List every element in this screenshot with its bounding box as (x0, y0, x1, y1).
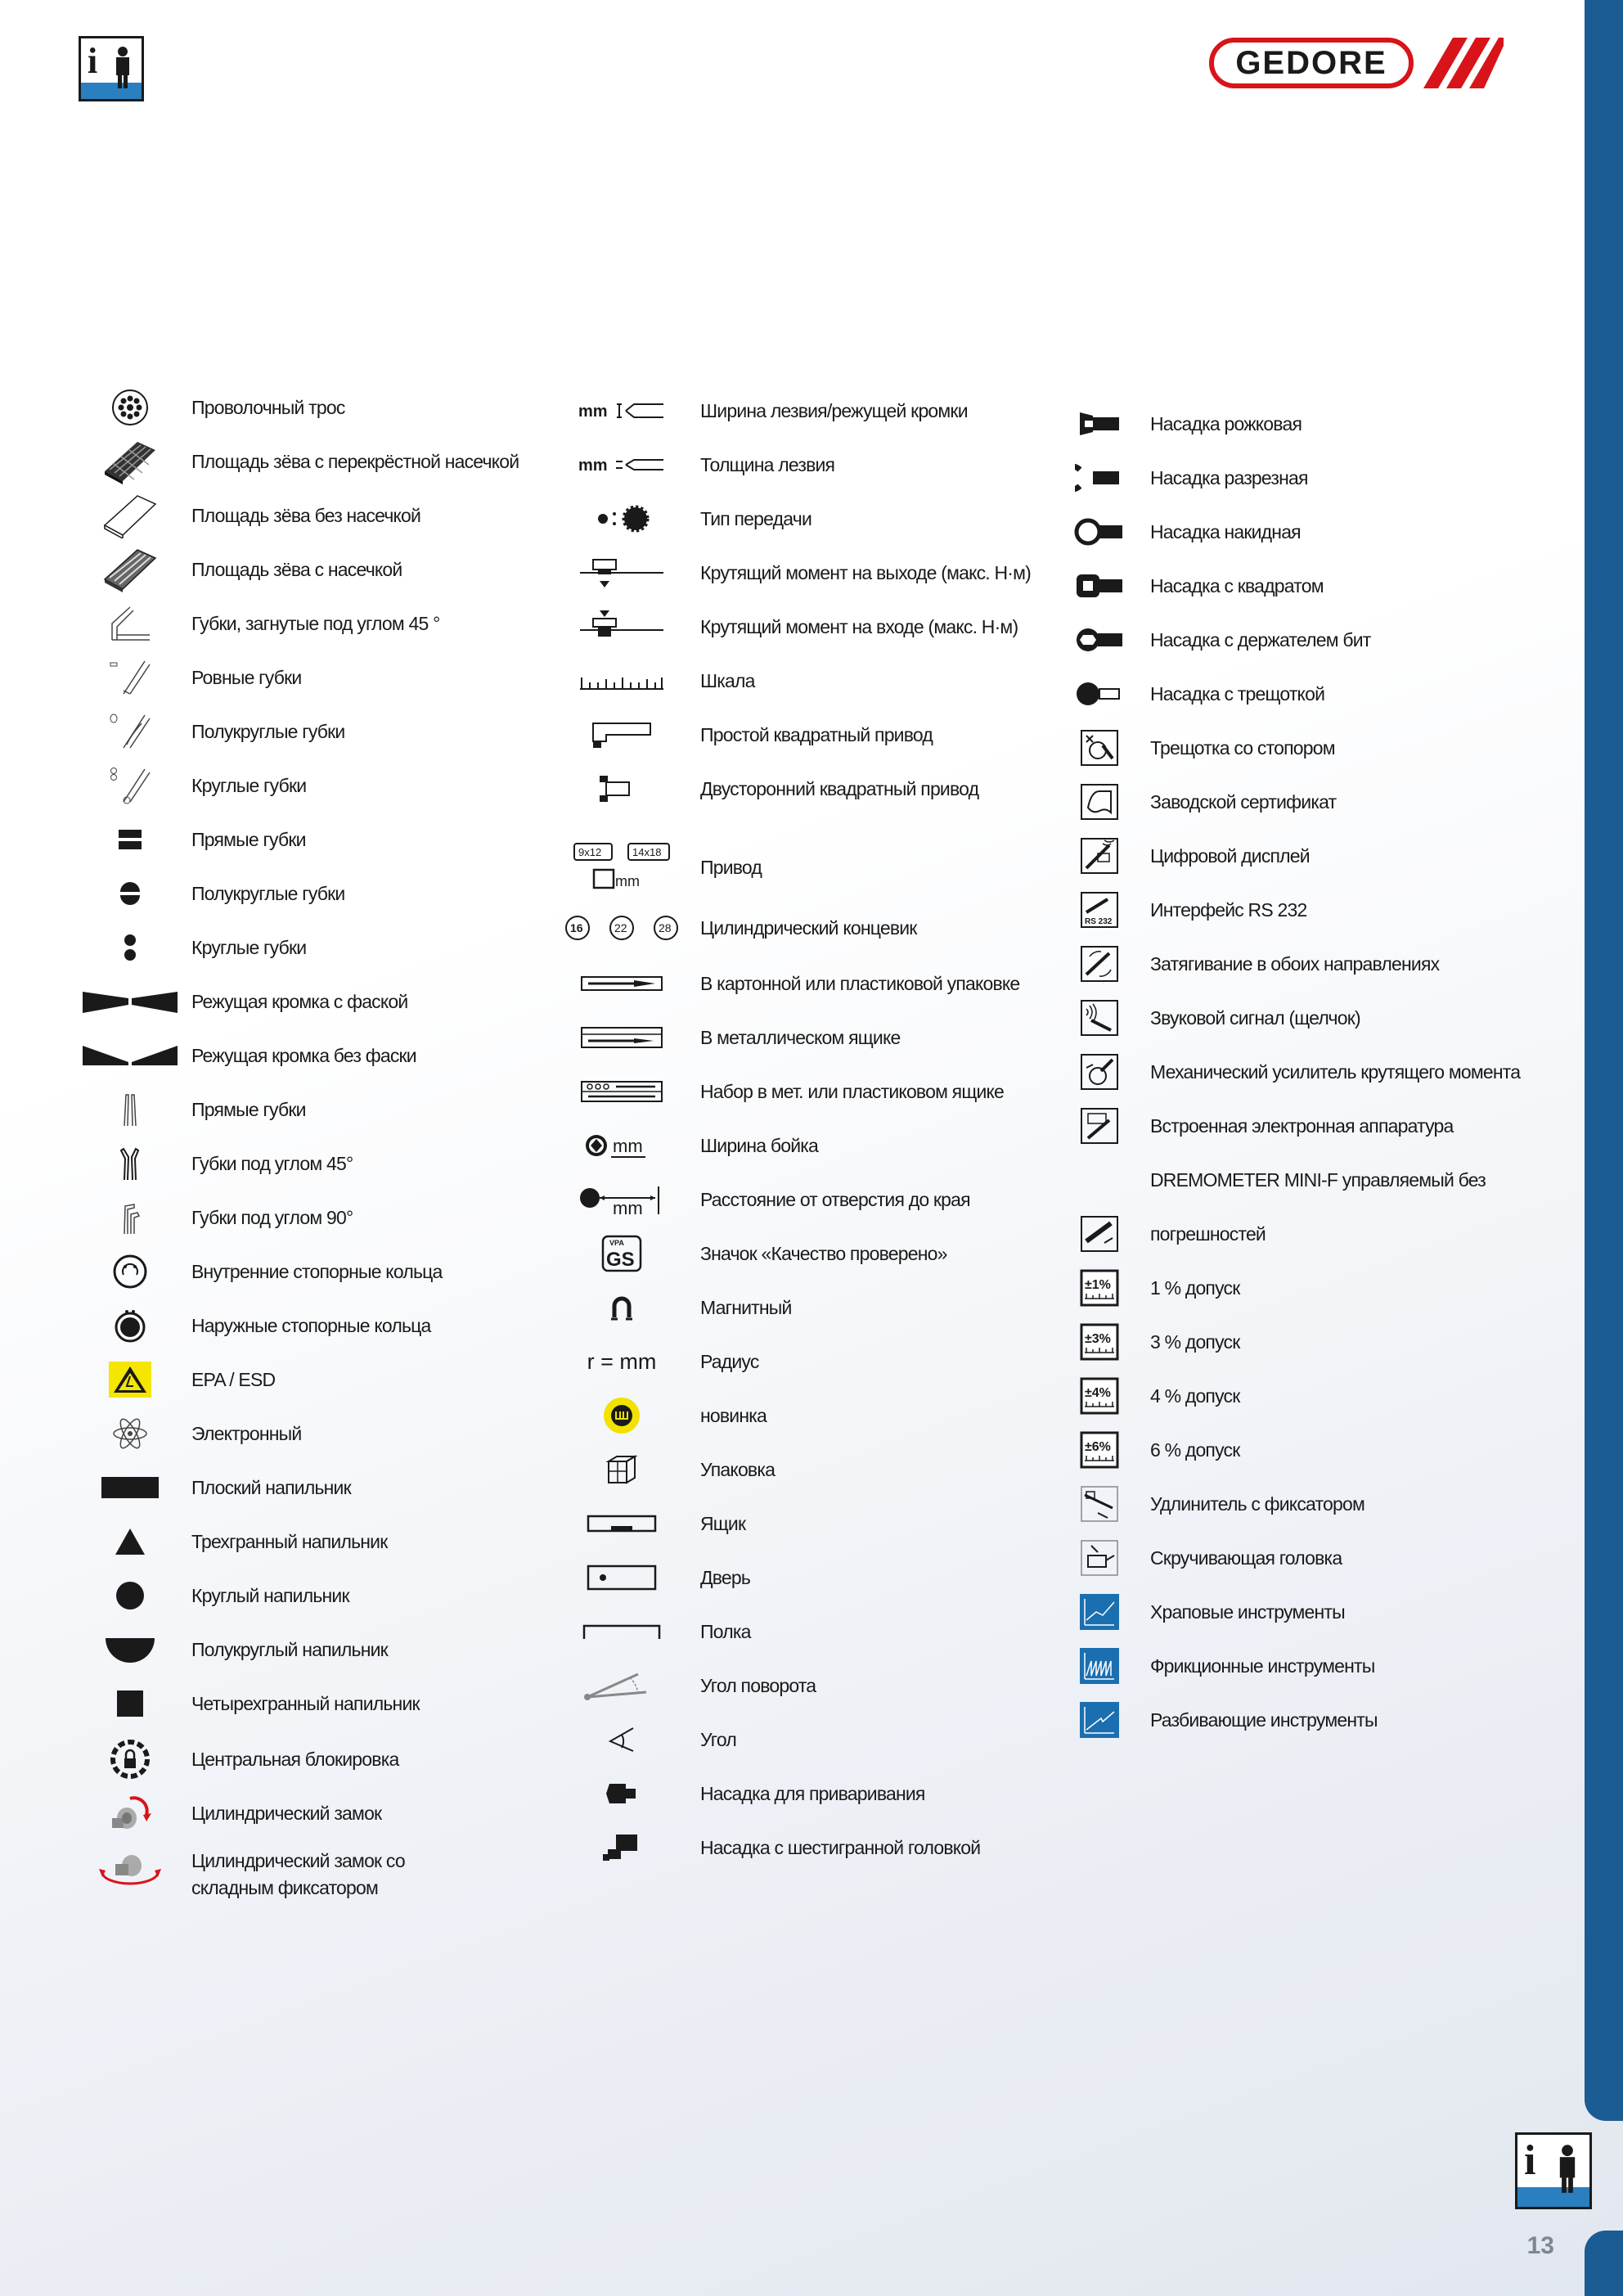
legend-item (564, 1450, 775, 1489)
legend-item (79, 1090, 306, 1129)
legend-item (564, 607, 1018, 646)
hex-head-insert-icon (564, 1828, 679, 1867)
legend-item (1070, 512, 1301, 551)
scale-icon (564, 661, 679, 700)
legend-item (1070, 890, 1306, 930)
legend-item (564, 1126, 818, 1165)
legend-label: Храповые инструменты (1150, 1600, 1345, 1623)
legend-item (79, 766, 306, 805)
legend-label: Интерфейс RS 232 (1150, 898, 1307, 921)
legend-item (564, 715, 933, 754)
legend-item (79, 1144, 353, 1183)
cylinder-lock-folding-icon (79, 1848, 182, 1887)
legend-item (79, 1252, 443, 1291)
drawer-icon (564, 1504, 679, 1543)
cross-knurled-jaw-icon (79, 442, 182, 481)
ratchet-tools-icon (1070, 1592, 1129, 1632)
dremometer-icon (1070, 1160, 1129, 1200)
legend-label: Магнитный (700, 1296, 792, 1318)
legend-item (79, 1198, 353, 1237)
flat-file-icon (79, 1468, 182, 1507)
legend-item (564, 1180, 970, 1219)
legend-label: 1 % допуск (1150, 1276, 1240, 1299)
legend-label: Угол (700, 1728, 736, 1750)
swivel-angle-icon (564, 1666, 679, 1705)
legend-item (564, 1720, 736, 1759)
svg-text:mm: mm (578, 457, 608, 475)
legend-label: DREMOMETER MINI-F управляемый без (1150, 1168, 1486, 1191)
cylindrical-spigot-icon (564, 908, 679, 948)
legend-label-continued: складным фиксатором (191, 1877, 379, 1898)
svg-text:GS: GS (606, 1249, 635, 1271)
weld-on-insert-icon (564, 1774, 679, 1813)
blade-thickness-icon (564, 445, 679, 484)
round-jaws-icon (79, 766, 182, 805)
right-edge-bar-bottom (1585, 2231, 1623, 2296)
round-file-icon (79, 1576, 182, 1615)
legend-label: Угол поворота (700, 1674, 816, 1696)
legend-item (564, 1504, 745, 1543)
drive-icon (564, 842, 679, 893)
half-round-jaws-icon (79, 712, 182, 751)
gs-mark-icon (564, 1234, 679, 1273)
legend-item (564, 1288, 792, 1327)
legend-label: Насадка с держателем бит (1150, 628, 1371, 651)
bit-holder-insert-icon (1070, 620, 1129, 660)
input-torque-icon (564, 607, 679, 646)
shelf-icon (564, 1612, 679, 1651)
blade-width-icon (564, 391, 679, 430)
legend-label: Трехгранный напильник (191, 1530, 388, 1552)
triangular-file-icon (79, 1522, 182, 1561)
legend-label: Привод (700, 856, 762, 878)
legend-item (79, 1848, 405, 1902)
legend-item (1070, 1592, 1345, 1632)
tolerance-1-icon (1070, 1268, 1129, 1308)
half-round-file-icon (79, 1630, 182, 1669)
legend-item (1070, 458, 1308, 497)
round-jaws-section-icon (79, 928, 182, 967)
dremometer-cont-icon (1070, 1214, 1129, 1254)
tips-45-icon (79, 1144, 182, 1183)
tolerance-6-icon (1070, 1430, 1129, 1470)
legend-label: Цифровой дисплей (1150, 844, 1310, 867)
legend-label: Удлинитель с фиксатором (1150, 1492, 1364, 1515)
legend-item (79, 982, 407, 1021)
legend-label: Электронный (191, 1422, 302, 1444)
tips-90-icon (79, 1198, 182, 1237)
legend-label: Значок «Качество проверено» (700, 1242, 947, 1264)
new-badge-icon (564, 1396, 679, 1435)
half-round-jaws-section-icon (79, 874, 182, 913)
legend-label: Скручивающая головка (1150, 1546, 1342, 1569)
legend-item (79, 1684, 420, 1723)
ratchet-insert-icon (1070, 674, 1129, 714)
legend-label: Губки, загнутые под углом 45 ° (191, 612, 440, 634)
legend-label: Проволочный трос (191, 396, 345, 418)
legend-label: 6 % допуск (1150, 1438, 1240, 1461)
torque-multiplier-icon (1070, 1052, 1129, 1092)
smooth-jaw-icon (79, 496, 182, 535)
legend-label: Трещотка со стопором (1150, 736, 1335, 759)
gedore-logo (1209, 38, 1505, 90)
rs232-icon (1070, 890, 1129, 930)
legend-label: Набор в мет. или пластиковом ящике (700, 1080, 1005, 1102)
legend-item (79, 1414, 301, 1453)
square-insert-icon (1070, 566, 1129, 606)
legend-label: Звуковой сигнал (щелчок) (1150, 1006, 1360, 1029)
legend-item (79, 1630, 388, 1669)
legend-label: Полукруглый напильник (191, 1638, 388, 1660)
legend-label: Губки под углом 45° (191, 1152, 353, 1174)
legend-item (564, 908, 917, 948)
legend-item (1070, 674, 1324, 714)
svg-text:16: 16 (570, 921, 583, 934)
output-torque-icon (564, 553, 679, 592)
tolerance-4-icon (1070, 1376, 1129, 1416)
legend-label: Цилиндрический концевик (700, 916, 917, 939)
legend-item (1070, 1430, 1240, 1470)
legend-item (79, 442, 519, 481)
legend-item (1070, 1646, 1374, 1686)
legend-label: Плоский напильник (191, 1476, 351, 1498)
legend-item (1070, 1052, 1520, 1092)
twisting-head-icon (1070, 1538, 1129, 1578)
bent-jaws-45-icon (79, 604, 182, 643)
legend-item (79, 1740, 398, 1779)
flush-cutting-edge-icon (79, 1036, 182, 1075)
locking-extension-icon (1070, 1484, 1129, 1524)
legend-item (564, 964, 1019, 1003)
legend-item (564, 391, 968, 430)
legend-label: Цилиндрический замок (191, 1802, 382, 1824)
friction-tools-icon (1070, 1646, 1129, 1686)
legend-label: новинка (700, 1404, 767, 1426)
legend-label: Насадка с трещоткой (1150, 682, 1325, 705)
tolerance-3-icon (1070, 1322, 1129, 1362)
legend-label: В металлическом ящике (700, 1026, 901, 1048)
legend-label: Ширина лезвия/режущей кромки (700, 399, 968, 421)
legend-label: Ящик (700, 1512, 746, 1534)
open-ring-insert-icon (1070, 458, 1129, 497)
atom-icon (79, 1414, 182, 1453)
legend-label: Тип передачи (700, 507, 812, 529)
legend-label: Цилиндрический замок со (191, 1850, 405, 1871)
magnet-icon (564, 1288, 679, 1327)
legend-item (564, 499, 812, 538)
legend-label: Насадка накидная (1150, 520, 1301, 542)
wire-rope-icon (79, 388, 182, 427)
open-end-insert-icon (1070, 404, 1129, 443)
svg-text:±4%: ±4% (1085, 1386, 1111, 1400)
integrated-electronics-icon (1070, 1106, 1129, 1146)
legend-label: Крутящий момент на входе (макс. Н·м) (700, 615, 1018, 637)
legend-item (564, 1774, 925, 1813)
svg-text:14x18: 14x18 (632, 846, 662, 858)
legend-label: Простой квадратный привод (700, 723, 933, 745)
legend-label: Круглые губки (191, 936, 307, 958)
legend-label: Ширина бойка (700, 1134, 819, 1156)
acoustic-signal-icon (1070, 998, 1129, 1038)
legend-label: Механический усилитель крутящего момента (1150, 1060, 1521, 1083)
esd-icon (79, 1360, 182, 1399)
legend-label: Режущая кромка с фаской (191, 990, 408, 1012)
legend-item (564, 553, 1031, 592)
legend-label: Круглые губки (191, 774, 307, 796)
legend-item (1070, 836, 1310, 876)
legend-label: Дверь (700, 1566, 751, 1588)
internal-circlip-icon (79, 1252, 182, 1291)
gear-type-icon (564, 499, 679, 538)
legend-item (564, 1234, 947, 1273)
legend-item (1070, 620, 1371, 660)
legend-label: 3 % допуск (1150, 1330, 1240, 1353)
legend-item (1070, 1160, 1486, 1200)
legend-item (79, 1522, 388, 1561)
legend-item (1070, 1376, 1240, 1416)
certificate-icon (1070, 782, 1129, 822)
right-edge-bar (1585, 0, 1623, 2121)
hole-edge-distance-icon (564, 1180, 679, 1219)
bevelled-cutting-edge-icon (79, 982, 182, 1021)
brand-wordmark: GEDORE (1235, 44, 1387, 81)
digital-display-icon (1070, 836, 1129, 876)
legend-item (79, 820, 306, 859)
legend-label: Площадь зёва с насечкой (191, 558, 402, 580)
legend-item (564, 1018, 900, 1057)
legend-item (1070, 1538, 1342, 1578)
door-icon (564, 1558, 679, 1597)
svg-text:RS 232: RS 232 (1085, 917, 1113, 926)
cylinder-lock-icon (79, 1794, 182, 1833)
svg-text:mm: mm (613, 1136, 643, 1156)
legend-item (1070, 728, 1335, 768)
legend-label: Встроенная электронная аппаратура (1150, 1114, 1454, 1137)
double-square-drive-icon (564, 769, 679, 808)
legend-label: Разбивающие инструменты (1150, 1708, 1378, 1731)
legend-item (79, 1794, 381, 1833)
legend-item (79, 604, 440, 643)
ratchet-lock-icon (1070, 728, 1129, 768)
legend-item (79, 658, 301, 697)
legend-label: Расстояние от отверстия до края (700, 1188, 970, 1210)
square-drive-icon (564, 715, 679, 754)
legend-item (1070, 566, 1324, 606)
legend-item (1070, 404, 1302, 443)
legend-label: Полукруглые губки (191, 720, 345, 742)
legend-item (1070, 1322, 1240, 1362)
legend-item (1070, 998, 1360, 1038)
page-number: 13 (1526, 2232, 1554, 2259)
legend-label: Круглый напильник (191, 1584, 349, 1606)
legend-item (79, 712, 344, 751)
face-width-icon (564, 1126, 679, 1165)
breaking-tools-icon (1070, 1700, 1129, 1740)
legend-label: погрешностей (1150, 1222, 1266, 1245)
legend-item (79, 874, 344, 913)
ring-insert-icon (1070, 512, 1129, 551)
legend-item (564, 1396, 767, 1435)
set-box-icon (564, 1072, 679, 1111)
square-file-icon (79, 1684, 182, 1723)
legend-label: Насадка с шестигранной головкой (700, 1836, 981, 1858)
legend-item (79, 1468, 351, 1507)
legend-item (564, 1828, 980, 1867)
legend-item (1070, 944, 1439, 984)
legend-label: Прямые губки (191, 1098, 306, 1120)
legend-label: Четырехгранный напильник (191, 1692, 420, 1714)
legend-label: Насадка с квадратом (1150, 574, 1324, 597)
legend-item (564, 661, 755, 700)
legend-item (564, 843, 762, 892)
straight-tips-icon (79, 1090, 182, 1129)
svg-text:VPA: VPA (609, 1239, 624, 1247)
info-icon-bottom: i (1515, 2132, 1592, 2209)
legend-label: Упаковка (700, 1458, 776, 1480)
legend-label: Прямые губки (191, 828, 306, 850)
legend-item (79, 1360, 275, 1399)
central-lock-icon (79, 1740, 182, 1779)
legend-label: 4 % допуск (1150, 1384, 1240, 1407)
legend-item (79, 496, 420, 535)
legend-label: Центральная блокировка (191, 1748, 399, 1770)
radius-icon: r = mm (587, 1348, 657, 1374)
legend-label: В картонной или пластиковой упаковке (700, 972, 1020, 994)
legend-item (564, 445, 834, 484)
external-circlip-icon (79, 1306, 182, 1345)
legend-label: Режущая кромка без фаски (191, 1044, 416, 1066)
svg-text:mm: mm (578, 403, 608, 421)
legend-item (1070, 1700, 1378, 1740)
legend-item (79, 1306, 431, 1345)
legend-item (1070, 782, 1336, 822)
legend-label: Затягивание в обоих направлениях (1150, 952, 1440, 975)
package-icon (564, 1450, 679, 1489)
legend-label: Двусторонний квадратный привод (700, 777, 979, 799)
svg-text:±3%: ±3% (1085, 1332, 1111, 1346)
legend-label: Губки под углом 90° (191, 1206, 353, 1228)
legend-item (79, 1576, 349, 1615)
info-icon: i (79, 36, 144, 101)
legend-item (564, 769, 978, 808)
legend-item (1070, 1268, 1240, 1308)
legend-label: Площадь зёва с перекрёстной насечкой (191, 450, 519, 472)
flat-jaws-icon (79, 658, 182, 697)
legend-label: Насадка рожковая (1150, 412, 1302, 434)
svg-text:9x12: 9x12 (578, 846, 602, 858)
legend-item (79, 388, 345, 427)
cardboard-pack-icon (564, 964, 679, 1003)
legend-label: Шкала (700, 669, 755, 691)
svg-text:22: 22 (614, 921, 627, 934)
legend-label: Фрикционные инструменты (1150, 1654, 1375, 1677)
metal-box-icon (564, 1018, 679, 1057)
legend-label: Крутящий момент на выходе (макс. Н·м) (700, 561, 1032, 583)
legend-label: Заводской сертификат (1150, 790, 1337, 813)
legend-item (1070, 1106, 1454, 1146)
straight-jaws-section-icon (79, 820, 182, 859)
legend-label: Площадь зёва без насечкой (191, 504, 421, 526)
legend-item (564, 1666, 816, 1705)
legend-label: EPA / ESD (191, 1368, 276, 1390)
legend-label: Толщина лезвия (700, 453, 835, 475)
legend-item (79, 1036, 416, 1075)
legend-label: Полукруглые губки (191, 882, 345, 904)
legend-label: Внутренние стопорные кольца (191, 1260, 443, 1282)
legend-label: Насадка разрезная (1150, 466, 1308, 488)
legend-item (1070, 1484, 1364, 1524)
legend-item (564, 1072, 1004, 1111)
legend-item (79, 550, 402, 589)
legend-label: Наружные стопорные кольца (191, 1314, 431, 1336)
legend-item (79, 928, 306, 967)
both-directions-icon (1070, 944, 1129, 984)
legend-item (1070, 1214, 1266, 1254)
legend-label: Полка (700, 1620, 751, 1642)
angle-icon (564, 1720, 679, 1759)
knurled-jaw-icon (79, 550, 182, 589)
svg-text:mm: mm (615, 873, 640, 889)
svg-text:mm: mm (613, 1198, 643, 1218)
svg-text:±6%: ±6% (1085, 1440, 1111, 1454)
legend-label: Насадка для приваривания (700, 1782, 925, 1804)
legend-item (564, 1612, 751, 1651)
legend-item (564, 1558, 750, 1597)
legend-item (564, 1342, 759, 1381)
svg-text:±1%: ±1% (1085, 1278, 1111, 1292)
svg-text:28: 28 (659, 921, 672, 934)
legend-label: Радиус (700, 1350, 759, 1372)
legend-label: Ровные губки (191, 666, 302, 688)
